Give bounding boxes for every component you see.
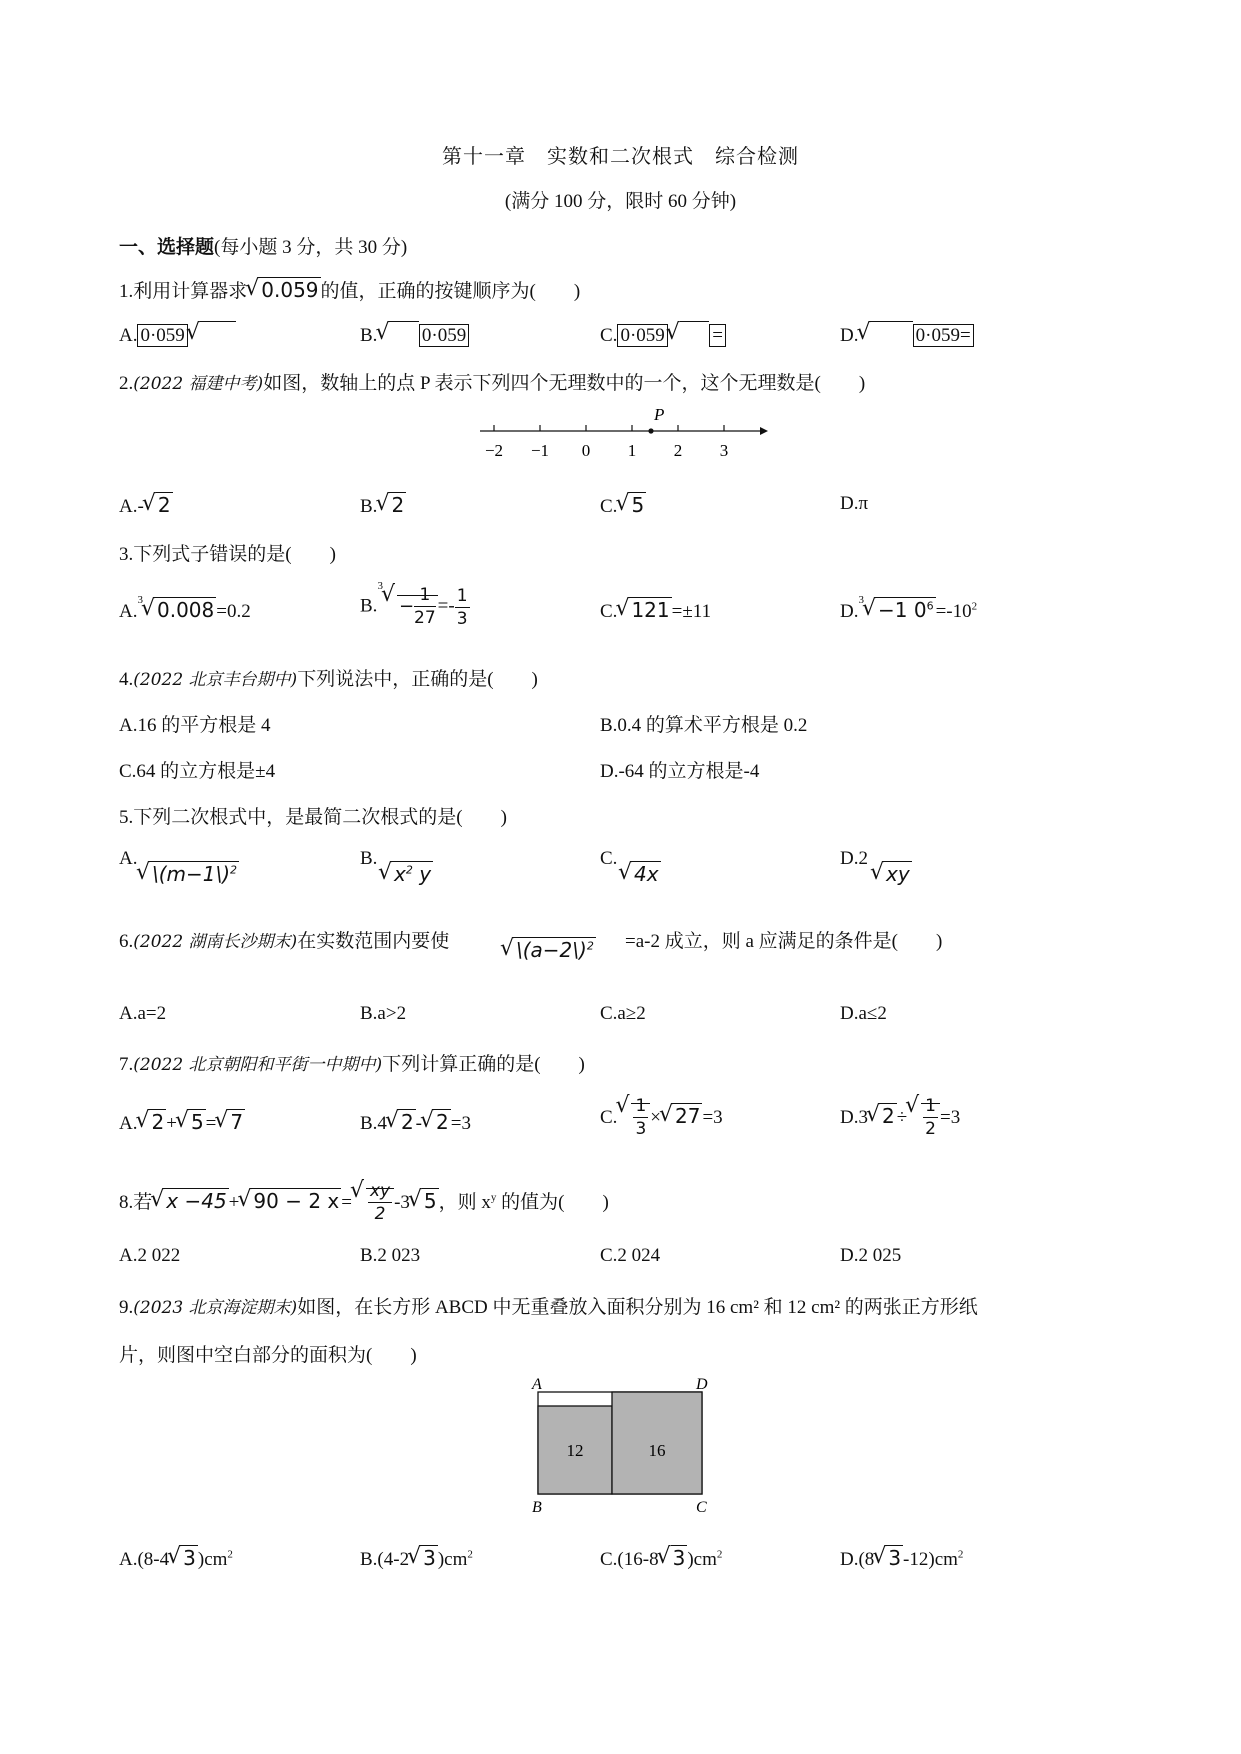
tick-label: −2 [484,441,504,460]
question-2-stem: 2.(2022 福建中考)如图，数轴上的点 P 表示下列四个无理数中的一个，这个无理数是( ) [119,373,866,394]
question-4-stem: 4.(2022 北京丰台期中)下列说法中，正确的是( ) [119,669,538,690]
tick-label: 3 [719,441,729,460]
number-line-figure [470,404,770,462]
q5-option-c-expr: √ 4x [620,862,661,887]
section-title: 一、选择题 [119,236,215,258]
q2-option-b: B.√ 2 [360,493,406,518]
question-6-stem: 6.(2022 湖南长沙期末)在实数范围内要使 [119,931,450,952]
q7-option-b: B.4√ 2 -√ 2 =3 [360,1110,471,1135]
q3-option-c: C.√ 121 =±11 [600,598,711,623]
q7-option-d: D.3√ 2 ÷ √ $\frac{1}{2}$ =3 [840,1095,960,1140]
q9-option-b: B.(4-2√ 3 )$cm^2$ [360,1546,473,1571]
question-7-stem: 7.(2022 北京朝阳和平街一中期中)下列计算正确的是( ) [119,1054,585,1075]
q3-option-b: B.$^3$√ − $\frac{1}{27}$ =- $\frac{1}{3}$ [360,584,470,630]
q7-option-a: A.√ 2 +√ 5 =√ 7 [119,1110,245,1135]
square-12-label: 12 [566,1441,584,1460]
tick-label: 0 [581,441,591,460]
q5-option-c: C. [600,848,618,869]
q6-option-a: A.a=2 [119,1003,167,1024]
q6-radical: √ \(a−2\)$^2$ [502,938,596,963]
q1-option-a: A. 0·059√ [119,322,236,347]
q5-option-b: B. [360,848,378,869]
q2-option-a: A.-√ 2 [119,493,173,518]
page-title: 第十一章 实数和二次根式 综合检测 [442,144,799,168]
tick-label: −1 [530,441,550,460]
q6-option-b: B.a>2 [360,1003,407,1024]
tick-label: 2 [673,441,683,460]
q5-option-a-expr: √ \(m−1\)$^2$ [138,862,239,887]
q1-option-b: B.√ 0·059 [360,322,469,347]
q8-option-b: B.2 023 [360,1245,421,1266]
point-p-label: P [654,405,665,424]
q4-option-d: D.-64 的立方根是-4 [600,761,760,782]
question-5-stem: 5.下列二次根式中，是最简二次根式的是( ) [119,807,507,828]
q5-option-d: D.2 [840,848,868,869]
tick-label: 1 [627,441,637,460]
q5-option-d-expr: √ xy [872,862,912,887]
vertex-c-label: C [696,1499,707,1516]
square-16-label: 16 [648,1441,666,1460]
q8-option-c: C.2 024 [600,1245,661,1266]
q9-option-a: A.(8-4√ 3 )$cm^2$ [119,1546,233,1571]
vertex-d-label: D [696,1376,708,1393]
vertex-b-label: B [532,1499,542,1516]
q3-option-d: D.$^3$√ −1 $0^6 =-10^2$ [840,598,977,623]
q5-option-a: A. [119,848,138,869]
q1-option-d: D.√ 0·059= [840,322,974,347]
q2-option-d: D.π [840,493,869,514]
q8-option-d: D.2 025 [840,1245,902,1266]
q8-option-a: A.2 022 [119,1245,181,1266]
point-p-dot [648,428,653,433]
page-subtitle: (满分 100 分，限时 60 分钟) [504,191,737,212]
q2-option-c: C.√ 5 [600,493,646,518]
q6-option-d: D.a≤2 [840,1003,887,1024]
q4-option-b: B.0.4 的算术平方根是 0.2 [600,715,808,736]
section-note: (每小题 3 分，共 30 分) [214,237,408,258]
question-8-stem: 8.若√ x −45 +√ 90 − 2 x = √ $\frac{xy}{2}$ -3√ 5 ，则 $x^y$ 的值为( ) [119,1180,609,1225]
vertex-a-label: A [532,1376,542,1393]
q9-option-c: C.(16-8√ 3 )$cm^2$ [600,1546,722,1571]
question-9-stem: 9.(2023 北京海淀期末)如图，在长方形 ABCD 中无重叠放入面积分别为 16 cm² 和 12 cm² 的两张正方形纸 [119,1297,978,1318]
q6-stem-post: =a-2 成立，则 a 应满足的条件是( ) [625,931,943,952]
question-3-stem: 3.下列式子错误的是( ) [119,544,336,565]
q6-option-c: C.a≥2 [600,1003,646,1024]
q1-option-c: C. 0·059√ = [600,322,726,347]
question-1-stem: 1.利用计算器求√ 0.059 的值，正确的按键顺序为( ) [119,276,580,303]
q5-option-b-expr: √ $x^2$ y [380,862,433,887]
q4-option-a: A.16 的平方根是 4 [119,715,271,736]
q4-option-c: C.64 的立方根是±4 [119,761,276,782]
q3-option-a: A.$^3$√ 0.008 =0.2 [119,598,251,623]
section-heading [119,232,407,259]
rectangle-abcd-figure [520,1376,720,1516]
arrow-icon [760,427,768,435]
q9-option-d: D.(8√ 3 $-12)cm^2$ [840,1546,963,1571]
q7-option-c: C. √ $\frac{1}{3}$ ×√ 27 =3 [600,1095,723,1140]
question-9-stem-line2: 片，则图中空白部分的面积为( ) [119,1345,417,1366]
